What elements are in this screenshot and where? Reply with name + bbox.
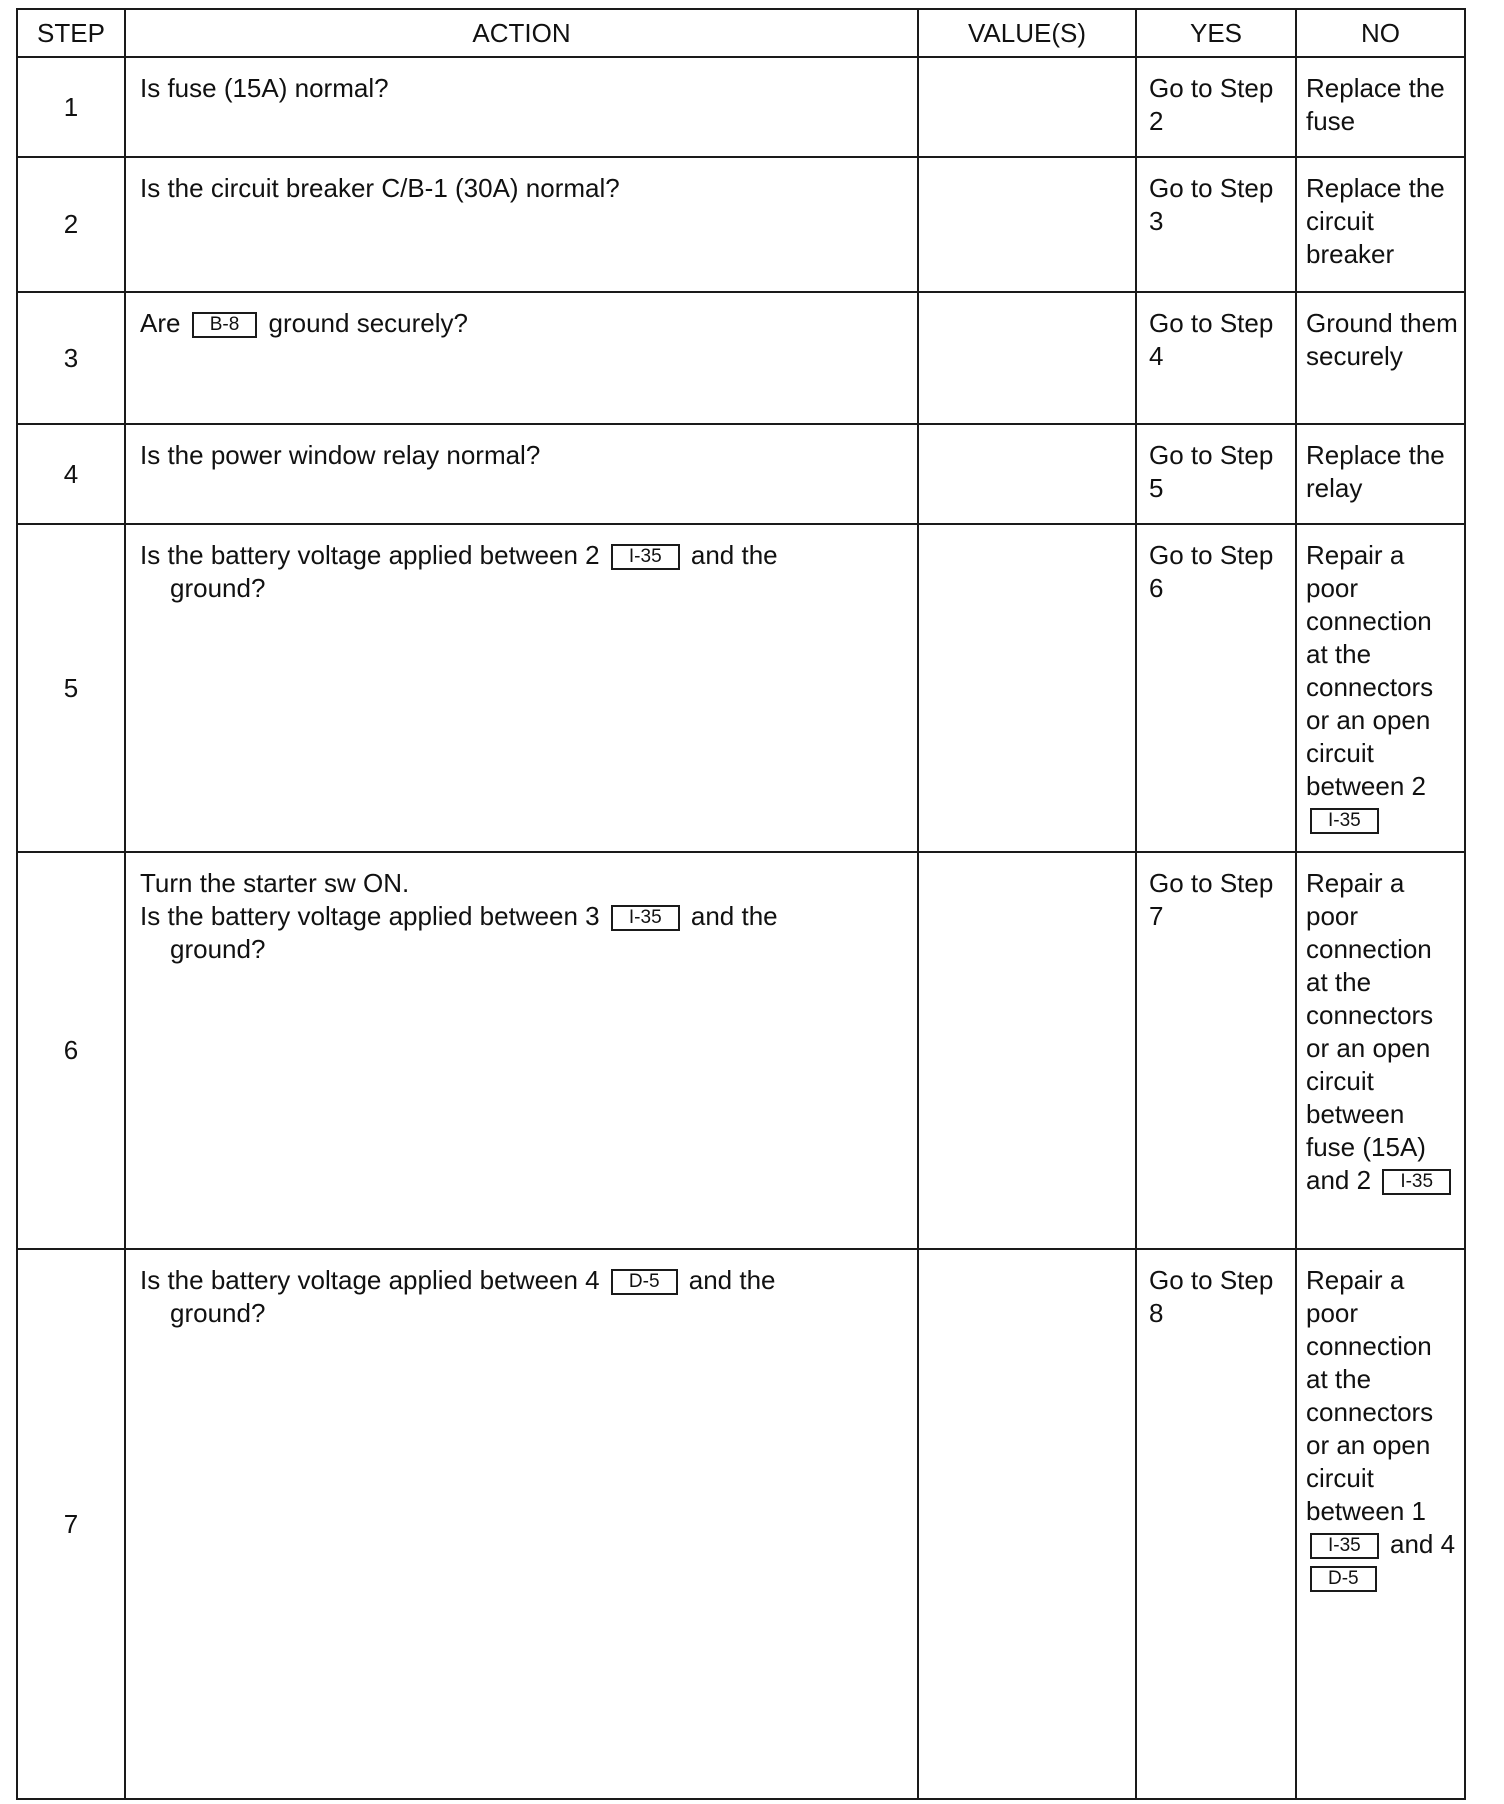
action-text: Is the circuit breaker C/B-1 (30A) normal? bbox=[140, 173, 620, 203]
connector-label: I-35 bbox=[1382, 1169, 1451, 1195]
connector-label: D-5 bbox=[1310, 1566, 1377, 1592]
header-step: STEP bbox=[17, 9, 125, 57]
action-cell bbox=[125, 524, 918, 852]
action-text-pre: Is the battery voltage applied between 4 bbox=[140, 1265, 600, 1295]
value-cell bbox=[918, 1249, 1136, 1799]
action-question bbox=[140, 900, 903, 933]
connector-label: B-8 bbox=[192, 312, 258, 338]
action-text-pre: Is the battery voltage applied between 3 bbox=[140, 901, 600, 931]
no-cell: Replace the circuit breaker bbox=[1296, 157, 1465, 292]
yes-cell: Go to Step 8 bbox=[1136, 1249, 1296, 1799]
action-text-pre: Are bbox=[140, 308, 181, 338]
step-number: 1 bbox=[17, 57, 125, 157]
no-cell bbox=[1296, 1249, 1465, 1799]
no-cell: Replace the relay bbox=[1296, 424, 1465, 524]
table-row bbox=[17, 292, 1465, 424]
no-text-2: and 4 bbox=[1389, 1529, 1456, 1559]
action-cell bbox=[125, 852, 918, 1249]
table-row bbox=[17, 524, 1465, 852]
no-text: Repair a poor connection at the connectors or an open circuit between 2 bbox=[1306, 540, 1434, 801]
action-text-post: ground securely? bbox=[268, 308, 468, 338]
step-number: 4 bbox=[17, 424, 125, 524]
step-number: 2 bbox=[17, 157, 125, 292]
value-cell bbox=[918, 57, 1136, 157]
no-text: Repair a poor connection at the connectors or an open circuit between 1 bbox=[1306, 1265, 1434, 1526]
yes-cell: Go to Step 3 bbox=[1136, 157, 1296, 292]
step-number: 3 bbox=[17, 292, 125, 424]
header-row bbox=[17, 9, 1465, 57]
action-text-post: and the bbox=[690, 540, 778, 570]
table-row bbox=[17, 57, 1465, 157]
action-text: Is fuse (15A) normal? bbox=[140, 73, 389, 103]
table-row bbox=[17, 157, 1465, 292]
action-text-post: and the bbox=[690, 901, 778, 931]
yes-cell: Go to Step 2 bbox=[1136, 57, 1296, 157]
header-no: NO bbox=[1296, 9, 1465, 57]
action-cell bbox=[125, 292, 918, 424]
action-text-pre: Is the battery voltage applied between 2 bbox=[140, 540, 600, 570]
header-yes: YES bbox=[1136, 9, 1296, 57]
header-values: VALUE(S) bbox=[918, 9, 1136, 57]
action-question bbox=[140, 539, 903, 572]
no-text: Repair a poor connection at the connectors or an open circuit between fuse (15A) and 2 bbox=[1306, 868, 1434, 1195]
action-text-post: and the bbox=[688, 1265, 776, 1295]
value-cell bbox=[918, 524, 1136, 852]
action-question bbox=[140, 1264, 903, 1297]
yes-cell: Go to Step 4 bbox=[1136, 292, 1296, 424]
action-text-cont: ground? bbox=[170, 1298, 266, 1328]
yes-cell: Go to Step 6 bbox=[1136, 524, 1296, 852]
connector-label: I-35 bbox=[611, 544, 680, 570]
yes-cell: Go to Step 7 bbox=[1136, 852, 1296, 1249]
connector-label: I-35 bbox=[1310, 1533, 1379, 1559]
no-cell bbox=[1296, 852, 1465, 1249]
action-text: Is the power window relay normal? bbox=[140, 440, 541, 470]
table-row bbox=[17, 1249, 1465, 1799]
no-cell bbox=[1296, 524, 1465, 852]
action-text-cont: ground? bbox=[170, 934, 266, 964]
step-number: 7 bbox=[17, 1249, 125, 1799]
table-row bbox=[17, 424, 1465, 524]
no-cell: Replace the fuse bbox=[1296, 57, 1465, 157]
action-cell bbox=[125, 157, 918, 292]
action-cell bbox=[125, 57, 918, 157]
step-number: 6 bbox=[17, 852, 125, 1249]
action-cell bbox=[125, 1249, 918, 1799]
action-text-line1: Turn the starter sw ON. bbox=[140, 868, 410, 898]
value-cell bbox=[918, 424, 1136, 524]
connector-label: I-35 bbox=[611, 905, 680, 931]
value-cell bbox=[918, 292, 1136, 424]
header-action: ACTION bbox=[125, 9, 918, 57]
value-cell bbox=[918, 157, 1136, 292]
value-cell bbox=[918, 852, 1136, 1249]
diagnosis-table bbox=[16, 8, 1466, 1800]
connector-label: D-5 bbox=[611, 1269, 678, 1295]
table-row bbox=[17, 852, 1465, 1249]
no-cell: Ground them securely bbox=[1296, 292, 1465, 424]
action-text-cont: ground? bbox=[170, 573, 266, 603]
step-number: 5 bbox=[17, 524, 125, 852]
yes-cell: Go to Step 5 bbox=[1136, 424, 1296, 524]
connector-label: I-35 bbox=[1310, 808, 1379, 834]
action-cell bbox=[125, 424, 918, 524]
